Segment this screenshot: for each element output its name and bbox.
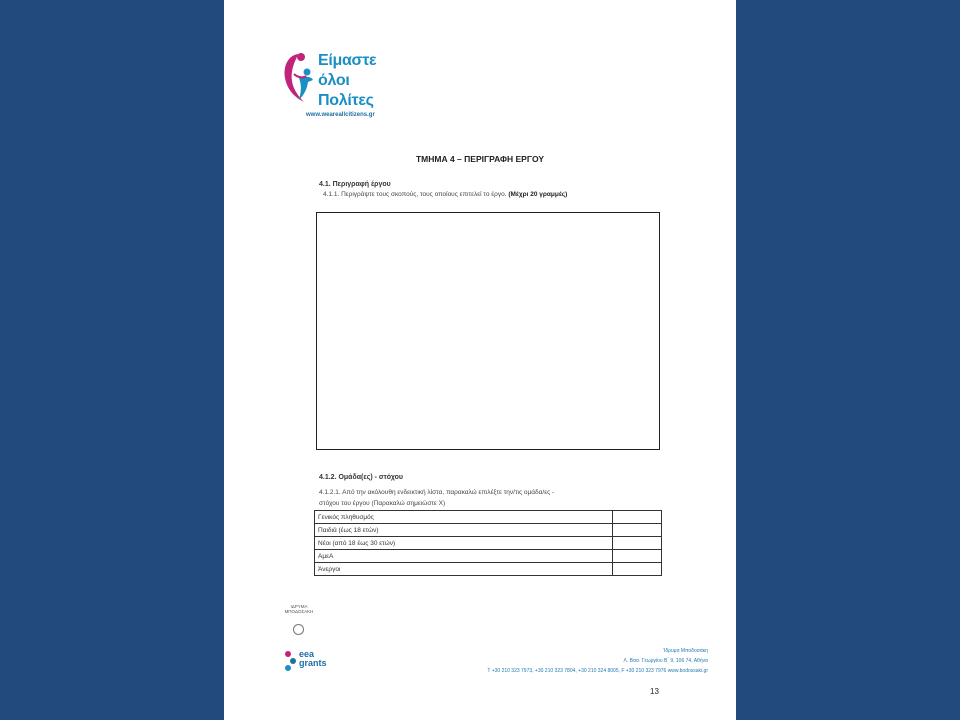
question-4-1-1-text: 4.1.1. Περιγράψτε τους σκοπούς, τους οποίους επιτελεί το έργο.: [323, 191, 507, 198]
target-group-table: [314, 510, 662, 576]
seal-icon: [293, 624, 304, 635]
eea-text-line-2: grants: [299, 658, 327, 668]
table-row: [315, 511, 662, 524]
page-footer: [487, 646, 708, 676]
logo-word-2: όλοι: [318, 72, 350, 89]
section-4-1-heading: 4.1. Περιγραφή έργου: [319, 181, 391, 188]
table-row: [315, 563, 662, 576]
bodossaki-foundation-logo: [284, 604, 314, 614]
logo-url: www.weareallcitizens.gr: [306, 112, 375, 118]
section-4-1-2-heading: 4.1.2. Ομάδα(ες) - στόχου: [319, 474, 403, 481]
instruction-line-2: στόχου του έργου (Παρακαλώ σημειώστε Χ): [319, 500, 446, 507]
sponsor-logos: [284, 604, 364, 684]
table-row: [315, 550, 662, 563]
target-group-label: ΑμεΑ: [315, 550, 613, 563]
page-number: 13: [650, 687, 659, 696]
target-group-checkbox-cell[interactable]: [613, 563, 662, 576]
target-group-label: Νέοι (από 18 έως 30 ετών): [315, 537, 613, 550]
eea-grants-text: [299, 650, 327, 668]
instruction-line-1: 4.1.2.1. Από την ακόλουθη ενδεικτική λίστα, παρακαλώ επιλέξτε την/τις ομάδα/ες -: [319, 489, 555, 496]
target-group-label: Άνεργοι: [315, 563, 613, 576]
target-group-label: Παιδιά (έως 18 ετών): [315, 524, 613, 537]
footer-address: Λ. Βασ. Γεωργίου Β΄ 9, 106 74, Αθήνα: [623, 658, 708, 664]
footer-org: Ίδρυμα Μποδοσάκη: [663, 648, 708, 654]
question-4-1-1: [323, 191, 567, 198]
eea-grants-logo: [284, 650, 344, 680]
target-group-label: Γενικός πληθυσμός: [315, 511, 613, 524]
people-logo-icon: [280, 48, 314, 104]
bodossaki-logo-line-2: ΜΠΟΔΟΣΑΚΗ: [284, 609, 314, 614]
logo-word-1: Είμαστε: [318, 52, 377, 69]
target-group-checkbox-cell[interactable]: [613, 550, 662, 563]
citizens-logo: [280, 48, 410, 124]
footer-contacts: Τ +30 210 323 7973, +30 210 323 7804, +30 210 324 8005, F +30 210 323 7976 www.bodossaki.gr: [487, 668, 708, 674]
target-group-checkbox-cell[interactable]: [613, 524, 662, 537]
target-group-checkbox-cell[interactable]: [613, 511, 662, 524]
project-description-box[interactable]: [316, 212, 660, 450]
question-4-1-1-limit: (Μέχρι 20 γραμμές): [508, 191, 568, 198]
section-title: ΤΜΗΜΑ 4 – ΠΕΡΙΓΡΑΦΗ ΕΡΓΟΥ: [415, 154, 545, 164]
bodossaki-logo-line-1: ΙΔΡΥΜΑ: [290, 604, 308, 609]
table-row: [315, 524, 662, 537]
target-group-checkbox-cell[interactable]: [613, 537, 662, 550]
eea-text-line-1: eea: [299, 649, 315, 659]
table-row: [315, 537, 662, 550]
target-group-instruction: [319, 487, 659, 509]
document-page: [224, 0, 736, 720]
logo-word-3: Πολίτες: [318, 92, 374, 109]
eea-dots-icon: [284, 650, 298, 672]
